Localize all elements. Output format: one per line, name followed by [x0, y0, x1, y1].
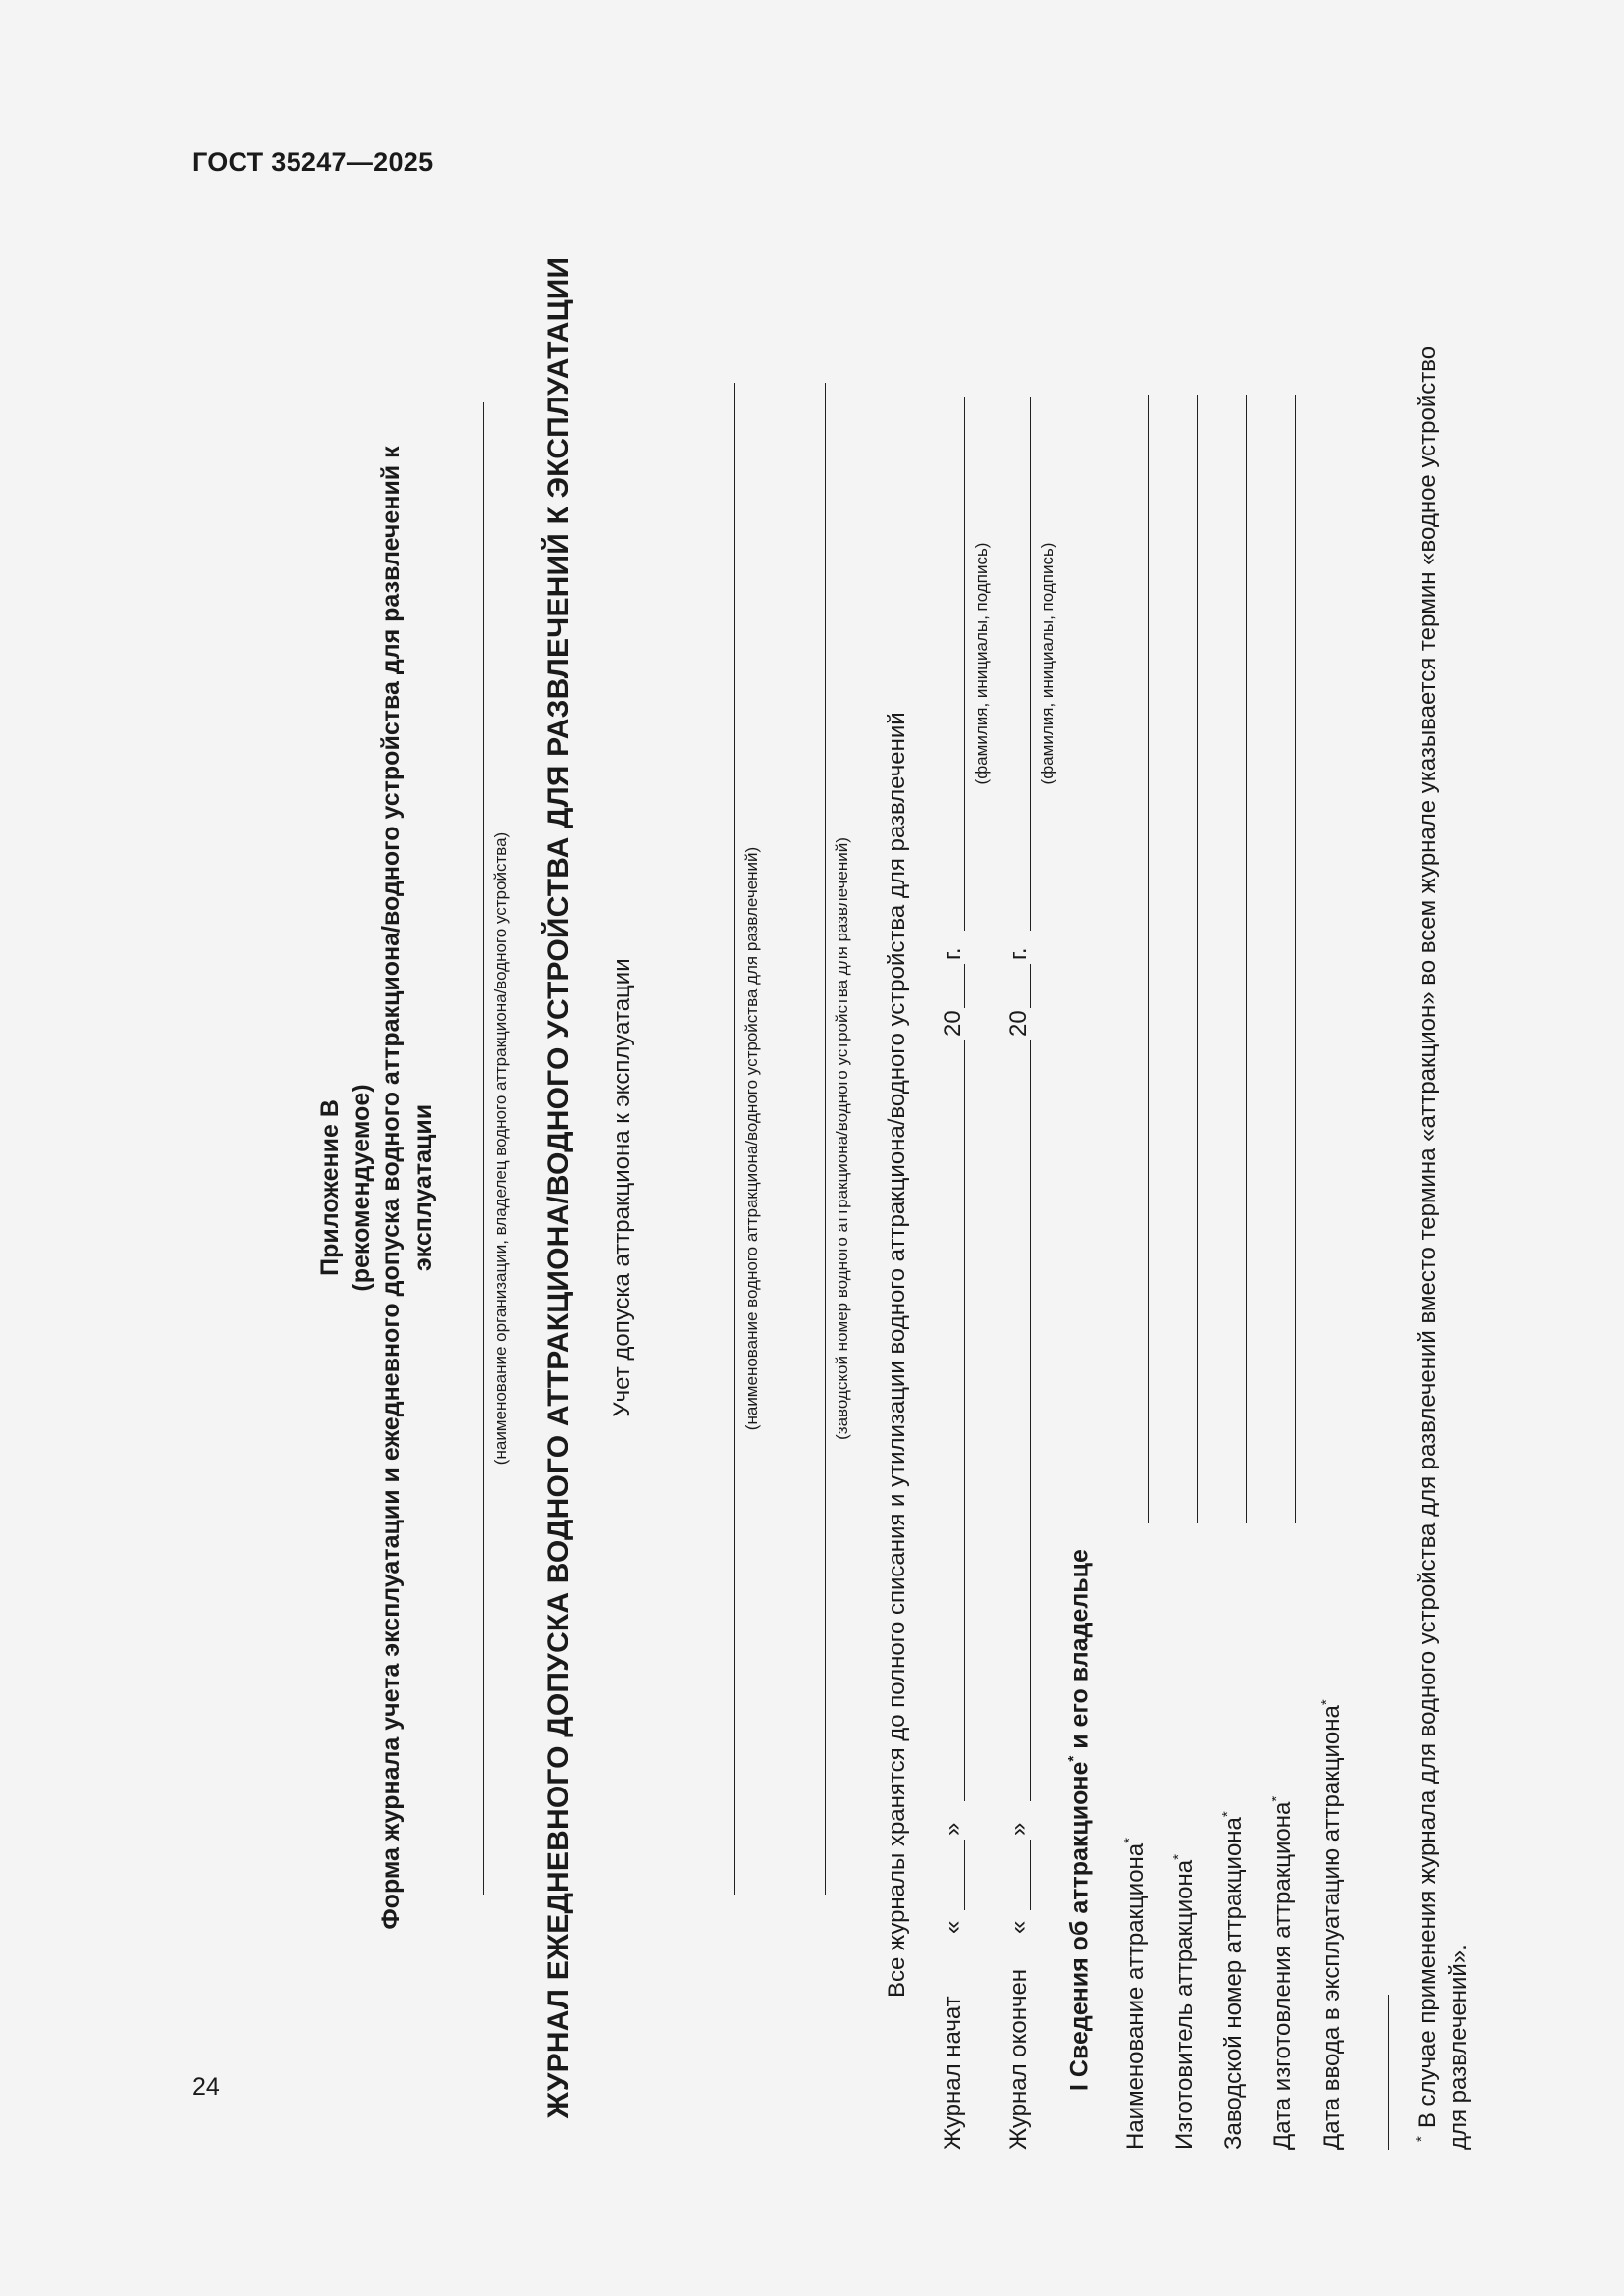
- journal-start-day-line: [964, 1840, 965, 1910]
- field-label-name-text: Наименование аттракциона: [1122, 1842, 1149, 2150]
- journal-end-year-prefix: 20: [1005, 1010, 1032, 1037]
- journal-title: ЖУРНАЛ ЕЖЕДНЕВНОГО ДОПУСКА ВОДНОГО АТТРАКЦИОНА/ВОДНОГО УСТРОЙСТВА ДЛЯ РАЗВЛЕЧЕНИЙ К ЭКСПЛУАТАЦИИ: [542, 256, 574, 2119]
- journal-start-quote-open: «: [940, 1920, 966, 1934]
- field-label-commissioning-date-text: Дата ввода в эксплуатацию аттракциона: [1319, 1705, 1345, 2150]
- journal-end-day-line: [1030, 1840, 1031, 1910]
- field-label-serial: [1219, 1811, 1248, 2150]
- appendix-heading: [314, 226, 377, 2150]
- attraction-name-caption: (наименование водного аттракциона/водного устройства для развлечений): [742, 846, 761, 1431]
- journal-end-sign-caption: (фамилия, инициалы, подпись): [1038, 542, 1056, 785]
- field-line-serial: [1246, 395, 1247, 1523]
- storage-note: Все журналы хранятся до полного списания и утилизации водного аттракциона/водного устройства для развлечений: [884, 712, 910, 1998]
- field-label-manufacture-date-star: *: [1269, 1795, 1285, 1802]
- journal-end-quote-open: «: [1005, 1920, 1032, 1934]
- section-1-title: [1065, 1549, 1094, 2091]
- field-label-serial-star: *: [1219, 1811, 1236, 1818]
- field-line-manufacturer: [1197, 395, 1198, 1523]
- field-label-serial-text: Заводской номер аттракциона: [1220, 1817, 1247, 2150]
- section-1-title-star: *: [1065, 1755, 1082, 1762]
- field-label-manufacturer-star: *: [1170, 1854, 1187, 1860]
- owner-line: [483, 402, 484, 1895]
- journal-start-year-prefix: 20: [940, 1010, 966, 1037]
- serial-number-caption: (заводской номер водного аттракциона/водного устройства для развлечений): [833, 837, 851, 1440]
- field-label-commissioning-date: [1318, 1699, 1346, 2150]
- journal-start-year-line: [964, 964, 965, 1008]
- form-title: Форма журнала учета эксплуатации и ежедневного допуска водного аттракциона/водного устройства для развлечений к эксплуатации: [377, 446, 437, 1930]
- field-line-name: [1148, 395, 1149, 1523]
- field-label-manufacturer-text: Изготовитель аттракциона: [1171, 1859, 1198, 2150]
- appendix-note: (рекомендуемое): [348, 1084, 375, 1292]
- standard-number: ГОСТ 35247—2025: [192, 147, 434, 177]
- field-label-name-star: *: [1121, 1838, 1138, 1843]
- journal-subtitle: Учет допуска аттракциона к эксплуатации: [609, 958, 635, 1417]
- field-label-name: [1121, 1838, 1150, 2150]
- section-1-number: I: [1065, 2084, 1094, 2091]
- field-label-manufacture-date-text: Дата изготовления аттракциона: [1270, 1801, 1296, 2150]
- serial-number-line: [825, 383, 826, 1895]
- journal-end-sign-line: [1030, 397, 1031, 931]
- journal-end-year-line: [1030, 964, 1031, 1008]
- section-1-title-start: Сведения об аттракционе: [1065, 1761, 1094, 2078]
- journal-start-sign-caption: (фамилия, инициалы, подпись): [972, 542, 991, 785]
- footnote: [1406, 344, 1475, 2150]
- footnote-text: В случае применения журнала для водного устройства для развлечений вместо термина «аттракцион» во всем журнале указывается термин «водное устройство для развлечений».: [1414, 346, 1472, 2150]
- journal-end-month-line: [1030, 1040, 1031, 1801]
- field-line-manufacture-date: [1295, 395, 1296, 1523]
- field-label-manufacturer: [1170, 1854, 1199, 2150]
- attraction-name-line: [734, 383, 735, 1895]
- footnote-star: *: [1413, 2136, 1430, 2142]
- journal-start-label: Журнал начат: [940, 1996, 966, 2150]
- field-label-commissioning-date-star: *: [1318, 1699, 1334, 1706]
- footnote-separator: [1388, 1995, 1389, 2150]
- journal-start-quote-close: »: [940, 1822, 966, 1836]
- rotated-form-page: [314, 226, 1532, 2150]
- owner-caption: (наименование организации, владелец водного аттракциона/водного устройства): [491, 831, 510, 1466]
- journal-start-sign-line: [964, 397, 965, 931]
- journal-start-year-suffix: г.: [940, 947, 966, 960]
- field-label-manufacture-date: [1269, 1796, 1297, 2150]
- journal-start-month-line: [964, 1040, 965, 1801]
- journal-end-year-suffix: г.: [1005, 947, 1032, 960]
- appendix-title: Приложение В: [316, 1099, 344, 1276]
- section-1-title-end: и его владельце: [1065, 1549, 1094, 1756]
- page-number: 24: [192, 2073, 220, 2101]
- journal-end-label: Журнал окончен: [1005, 1968, 1032, 2150]
- journal-end-quote-close: »: [1005, 1822, 1032, 1836]
